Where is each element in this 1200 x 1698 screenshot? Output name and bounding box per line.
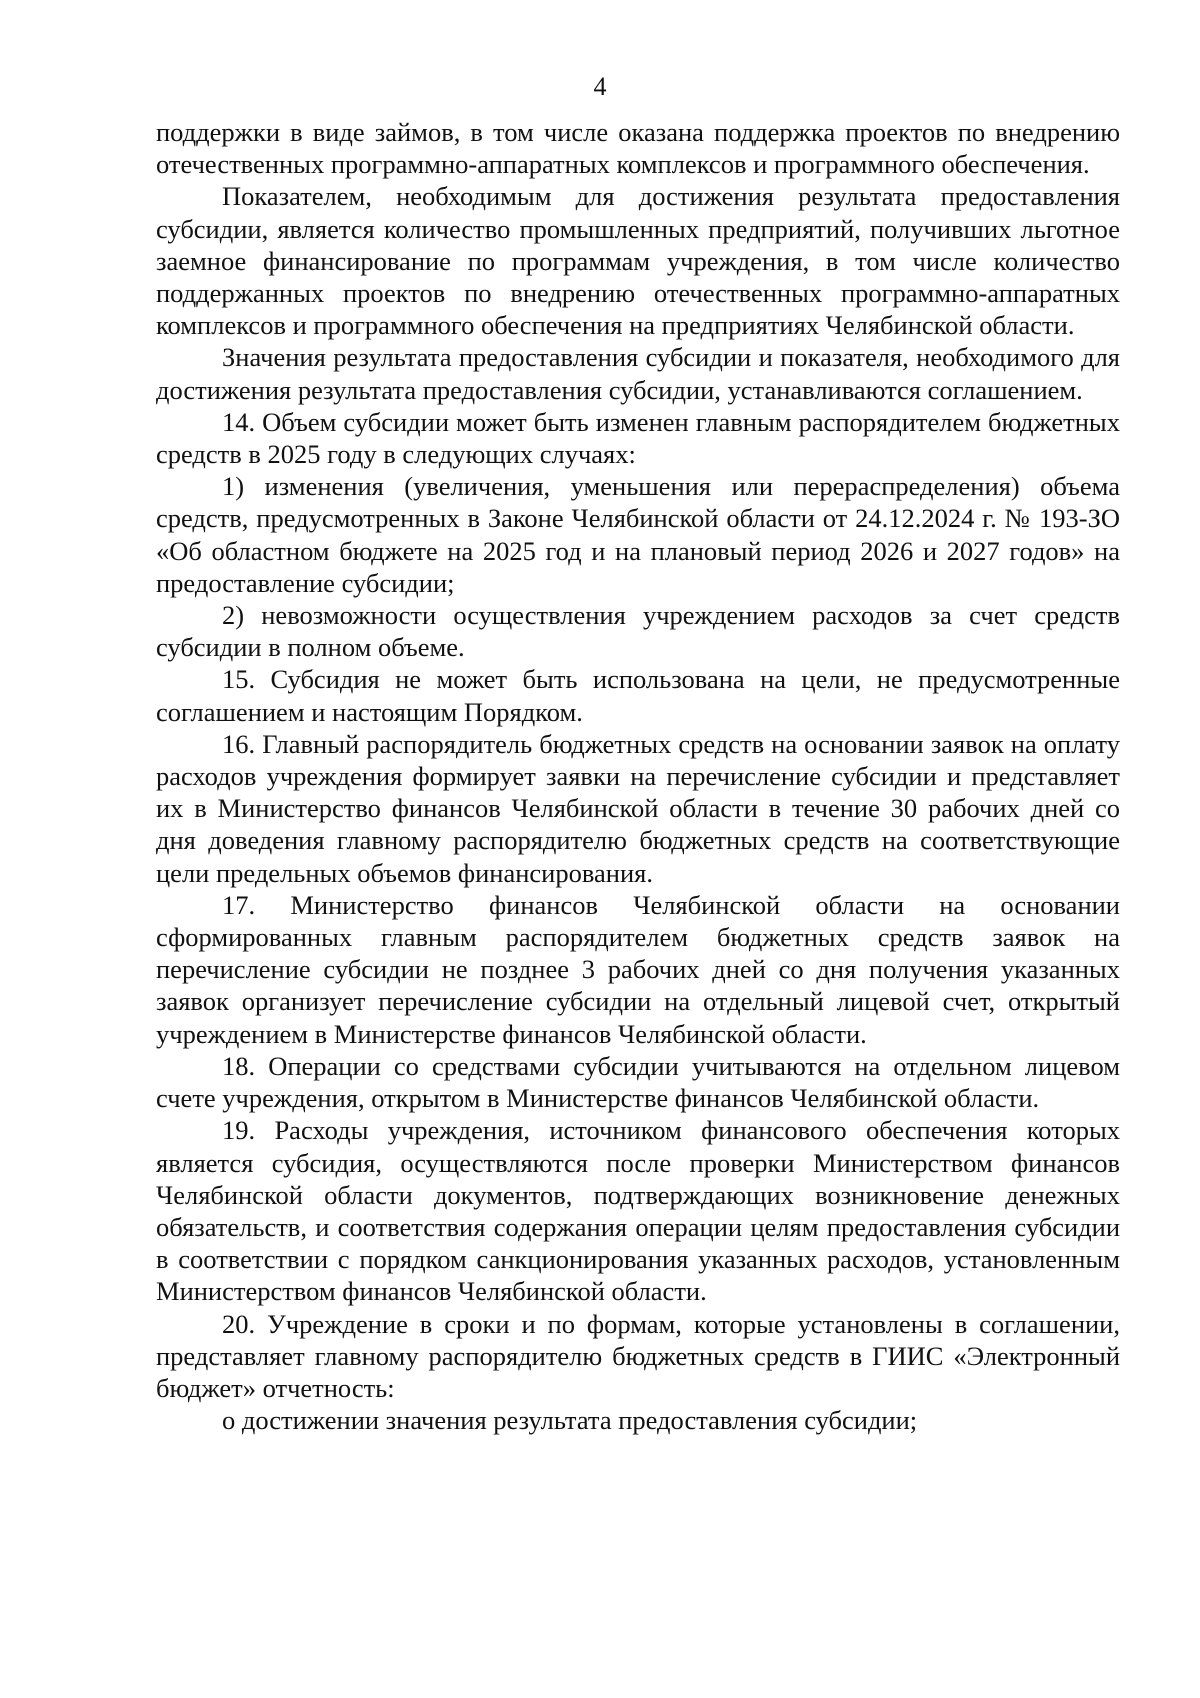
clause-16: 16. Главный распорядитель бюджетных средств на основании заявок на оплату расходов учреждения формирует заявки на перечисление субсидии и представляет их в Министерство финансов Челябинской области в течение 30 рабочих дней со дня доведения главному распорядителю бюджетных средств на соответствующие цели предельных объемов финансирования. — [156, 728, 1120, 888]
clause-14-item-1: 1) изменения (увеличения, уменьшения или перераспределения) объема средств, предусмотренных в Законе Челябинской области от 24.12.2024 г. № 193-ЗО «Об областном бюджете на 2025 год и на плановый период 2026 и 2027 годов» на предоставление субсидии; — [156, 471, 1120, 598]
paragraph-indicator: Показателем, необходимым для достижения результата предоставления субсидии, является количество промышленных предприятий, получивших льготное заемное финансирование по программам учреждения, в том числе количество поддержанных проектов по внедрению отечественных программно-аппаратных комплексов и программного обеспечения на предприятиях Челябинской области. — [156, 181, 1120, 341]
clause-14-item-2: 2) невозможности осуществления учреждением расходов за счет средств субсидии в полном объеме. — [156, 600, 1120, 663]
document-body — [156, 116, 1120, 1436]
clause-15: 15. Субсидия не может быть использована на цели, не предусмотренные соглашением и настоящим Порядком. — [156, 664, 1120, 727]
paragraph-values: Значения результата предоставления субсидии и показателя, необходимого для достижения результата предоставления субсидии, устанавливаются соглашением. — [156, 342, 1120, 405]
page-number: 4 — [593, 72, 607, 101]
clause-20: 20. Учреждение в сроки и по формам, которые установлены в соглашении, представляет главному распорядителю бюджетных средств в ГИИС «Электронный бюджет» отчетность: — [156, 1308, 1120, 1403]
clause-18: 18. Операции со средствами субсидии учитываются на отдельном лицевом счете учреждения, открытом в Министерстве финансов Челябинской области. — [156, 1050, 1120, 1114]
clause-14: 14. Объем субсидии может быть изменен главным распорядителем бюджетных средств в 2025 году в следующих случаях: — [156, 406, 1120, 470]
clause-19: 19. Расходы учреждения, источником финансового обеспечения которых является субсидия, осуществляются после проверки Министерством финансов Челябинской области документов, подтверждающих возникновение денежных обязательств, и соответствия содержания операции целям предоставления субсидии в соответствии с порядком санкционирования указанных расходов, установленным Министерством финансов Челябинской области. — [156, 1115, 1120, 1307]
clause-20-item-1: о достижении значения результата предоставления субсидии; — [222, 1405, 918, 1436]
clause-17: 17. Министерство финансов Челябинской области на основании сформированных главным распорядителем бюджетных средств заявок на перечисление субсидии не позднее 3 рабочих дней со дня получения указанных заявок организует перечисление субсидии на отдельный лицевой счет, открытый учреждением в Министерстве финансов Челябинской области. — [156, 889, 1120, 1049]
paragraph-continuation: поддержки в виде займов, в том числе оказана поддержка проектов по внедрению отечественных программно-аппаратных комплексов и программного обеспечения. — [156, 117, 1120, 180]
